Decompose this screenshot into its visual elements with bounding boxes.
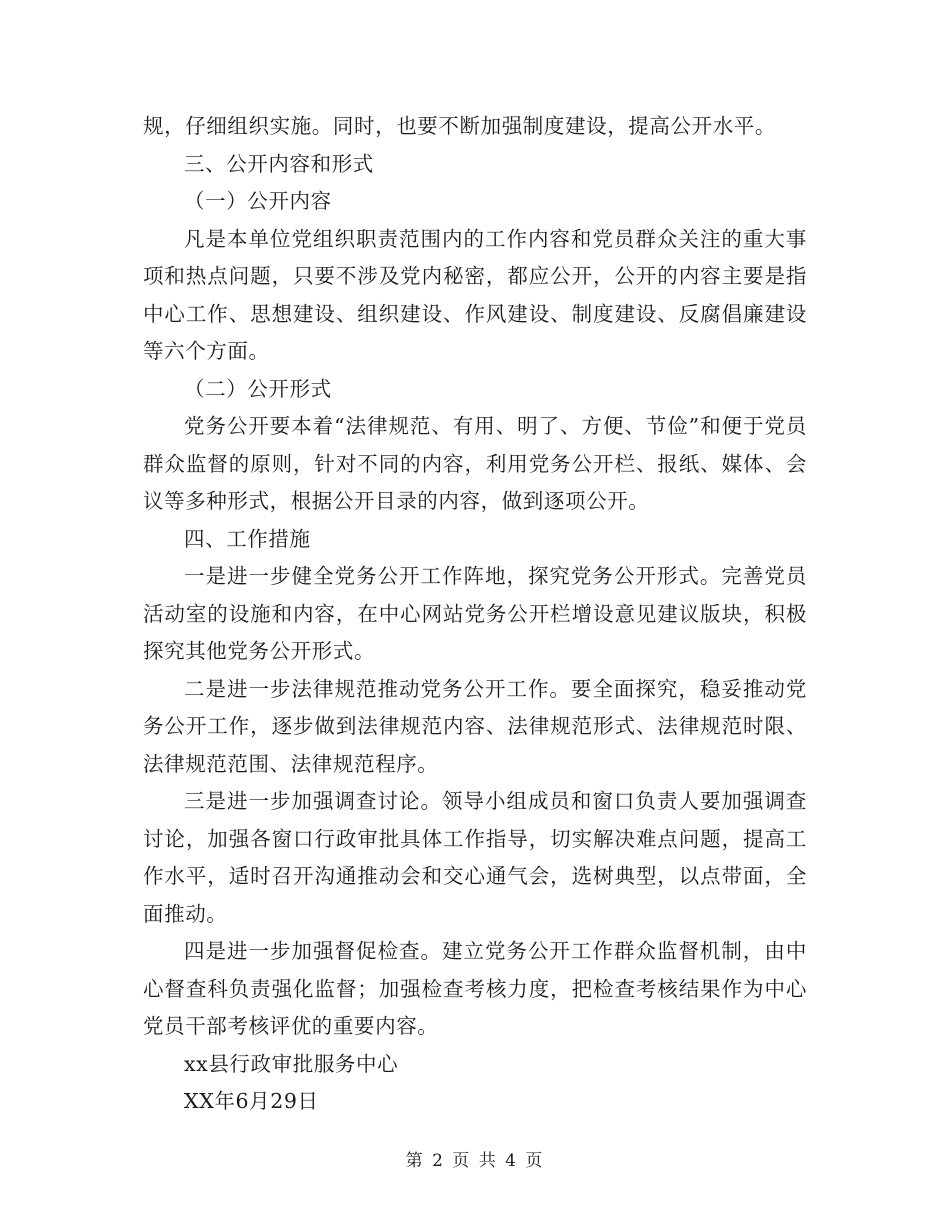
measure-2: 二是进一步法律规范推动党务公开工作。要全面探究，稳妥推动党务公开工作，逐步做到法律规范内容、法律规范形式、法律规范时限、法律规范范围、法律规范程序。 [143,676,807,776]
measure-4: 四是进一步加强督促检查。建立党务公开工作群众监督机制，由中心督查科负责强化监督；加强检查考核力度，把检查考核结果作为中心党员干部考核评优的重要内容。 [143,939,807,1038]
measure-3: 三是进一步加强调查讨论。领导小组成员和窗口负责人要加强调查讨论，加强各窗口行政审批具体工作指导，切实解决难点问题，提高工作水平，适时召开沟通推动会和交心通气会，选树典型，以点带面，全面推动。 [143,789,807,926]
paragraph-continuation: 规，仔细组织实施。同时，也要不断加强制度建设，提高公开水平。 [143,114,776,138]
measure-1: 一是进一步健全党务公开工作阵地，探究党务公开形式。完善党员活动室的设施和内容，在中心网站党务公开栏增设意见建议版块，积极探究其他党务公开形式。 [143,564,807,663]
page-number: 第 2 页 共 4 页 [405,1151,545,1171]
document-body [143,108,807,1121]
subheading-form: （二）公开形式 [184,376,332,401]
section-heading-3: 三、公开内容和形式 [184,151,374,176]
signature-date: XX年6月29日 [184,1089,319,1113]
subheading-content: （一）公开内容 [184,189,332,213]
section-heading-4: 四、工作措施 [184,526,311,551]
signature-org: xx县行政审批服务中心 [184,1051,399,1076]
paragraph-content: 凡是本单位党组织职责范围内的工作内容和党员群众关注的重大事项和热点问题，只要不涉及党内秘密，都应公开，公开的内容主要是指中心工作、思想建设、组织建设、作风建设、制度建设、反腐倡廉建设等六个方面。 [143,226,807,363]
paragraph-form: 党务公开要本着“法律规范、有用、明了、方便、节俭”和便于党员群众监督的原则，针对不同的内容，利用党务公开栏、报纸、媒体、会议等多种形式，根据公开目录的内容，做到逐项公开。 [143,414,807,513]
